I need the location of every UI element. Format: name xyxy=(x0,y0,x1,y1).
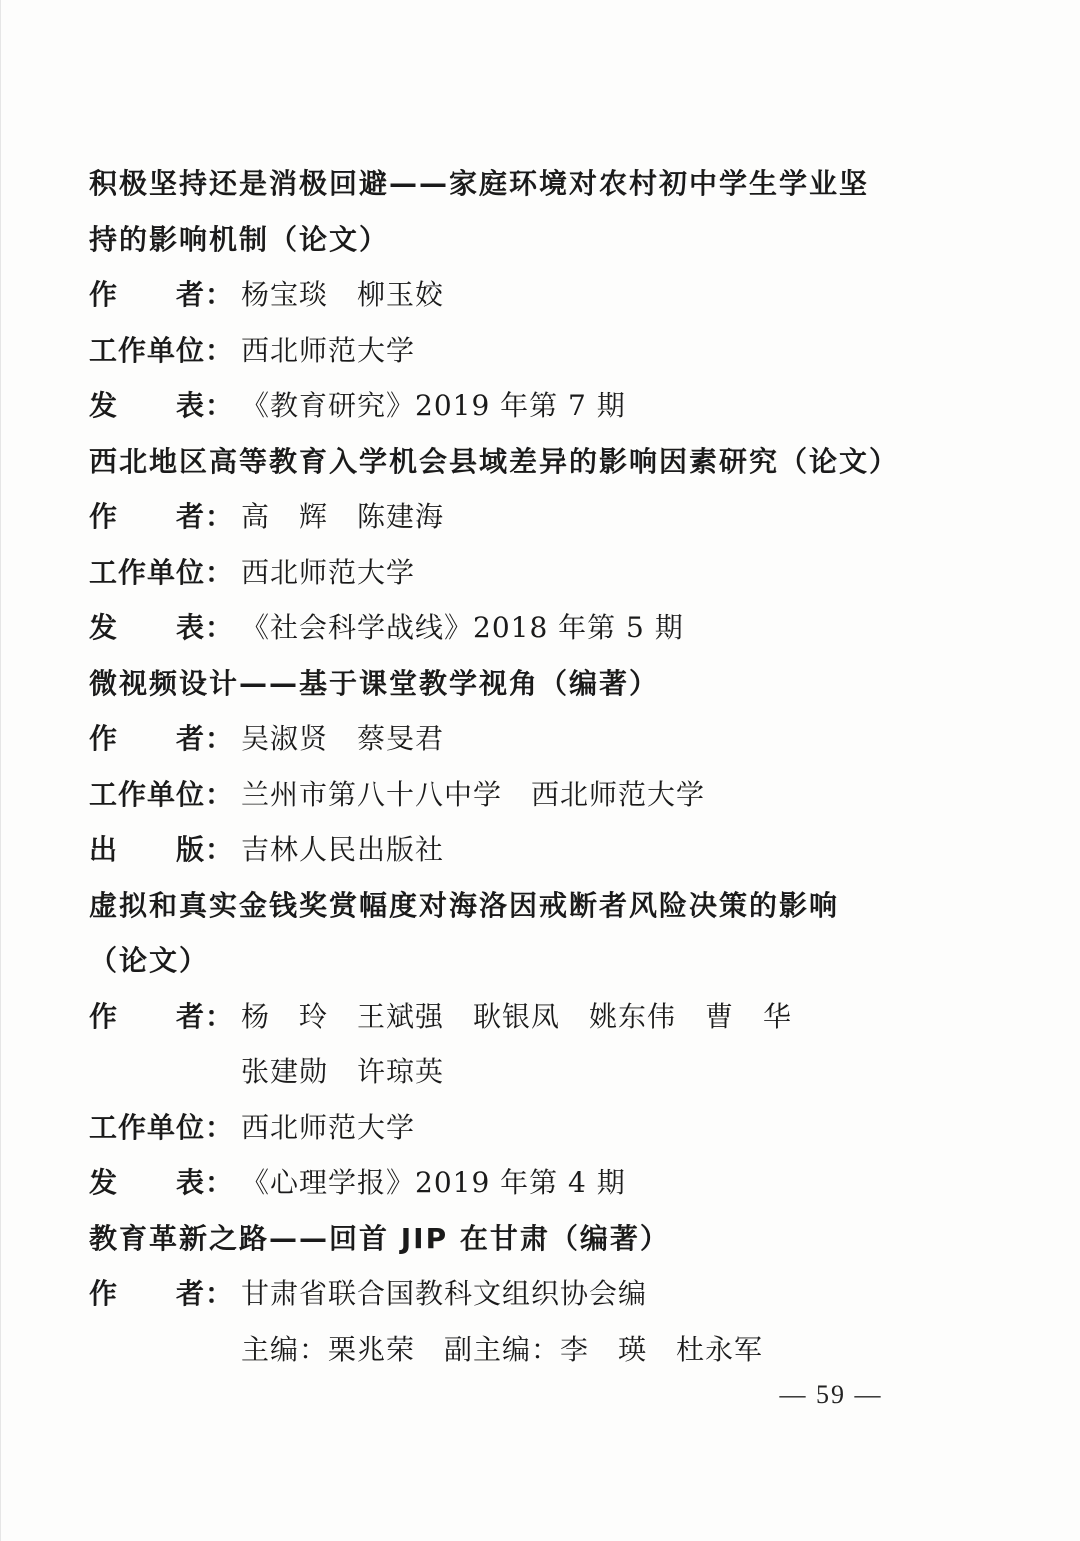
author-value: 高 辉 陈建海 xyxy=(241,500,445,533)
publication-row xyxy=(89,1155,929,1211)
unit-row xyxy=(89,323,929,379)
author-value: 杨宝琰 柳玉姣 xyxy=(241,278,445,311)
unit-label: 工作单位： xyxy=(89,333,235,367)
author-value: 吴淑贤 蔡旻君 xyxy=(241,722,445,755)
entry-title: 持的影响机制（论文） xyxy=(89,222,390,256)
unit-row xyxy=(89,767,929,823)
author-label: 作 者： xyxy=(89,500,235,533)
publication-row xyxy=(89,378,929,434)
page-number: — 59 — xyxy=(779,1380,883,1409)
publication-label: 发 表： xyxy=(89,389,235,422)
author-value: 杨 玲 王斌强 耿银凤 姚东伟 曹 华 xyxy=(241,999,793,1033)
publication-value: 《教育研究》2019 年第 7 期 xyxy=(241,389,626,422)
publication-entry xyxy=(89,1211,929,1378)
unit-row xyxy=(89,1100,929,1156)
entry-title: 微视频设计——基于课堂教学视角（编著） xyxy=(89,666,660,700)
publisher-label: 出 版： xyxy=(89,833,235,866)
author-label: 作 者： xyxy=(89,722,235,755)
author-value: 甘肃省联合国教科文组织协会编 xyxy=(241,1277,648,1310)
unit-label: 工作单位： xyxy=(89,1110,235,1144)
unit-value: 西北师范大学 xyxy=(241,333,416,367)
publication-entry xyxy=(89,156,929,434)
unit-row xyxy=(89,545,929,601)
author-label: 作 者： xyxy=(89,1277,235,1310)
unit-value: 兰州市第八十八中学 西北师范大学 xyxy=(241,777,706,811)
entry-title: （论文） xyxy=(89,944,210,977)
unit-value: 西北师范大学 xyxy=(241,1110,416,1144)
author-continuation: 主编：栗兆荣 副主编：李 瑛 杜永军 xyxy=(241,1332,764,1366)
publication-row xyxy=(89,600,929,656)
publication-entry xyxy=(89,656,929,878)
publication-entry xyxy=(89,434,929,656)
publication-label: 发 表： xyxy=(89,1166,235,1199)
entry-title: 西北地区高等教育入学机会县域差异的影响因素研究（论文） xyxy=(89,444,900,478)
author-row xyxy=(89,989,929,1045)
entry-title: 积极坚持还是消极回避——家庭环境对农村初中学生学业坚 xyxy=(89,167,870,200)
entry-title: 教育革新之路——回首 JIP 在甘肃（编著） xyxy=(89,1221,670,1255)
publication-entry xyxy=(89,878,929,1211)
author-row xyxy=(89,711,929,767)
publication-value: 《社会科学战线》2018 年第 5 期 xyxy=(241,611,684,644)
author-row xyxy=(89,267,929,323)
publication-label: 发 表： xyxy=(89,611,235,644)
unit-value: 西北师范大学 xyxy=(241,555,416,589)
author-label: 作 者： xyxy=(89,278,235,311)
author-row xyxy=(89,489,929,545)
publication-value: 《心理学报》2019 年第 4 期 xyxy=(241,1166,626,1199)
entry-title: 虚拟和真实金钱奖赏幅度对海洛因戒断者风险决策的影响 xyxy=(89,888,840,922)
author-label: 作 者： xyxy=(89,999,235,1033)
publisher-value: 吉林人民出版社 xyxy=(241,833,445,866)
unit-label: 工作单位： xyxy=(89,555,235,589)
page-content xyxy=(89,156,929,1377)
publisher-row xyxy=(89,822,929,878)
unit-label: 工作单位： xyxy=(89,777,235,811)
author-continuation: 张建勋 许琼英 xyxy=(241,1055,445,1088)
author-row xyxy=(89,1266,929,1322)
